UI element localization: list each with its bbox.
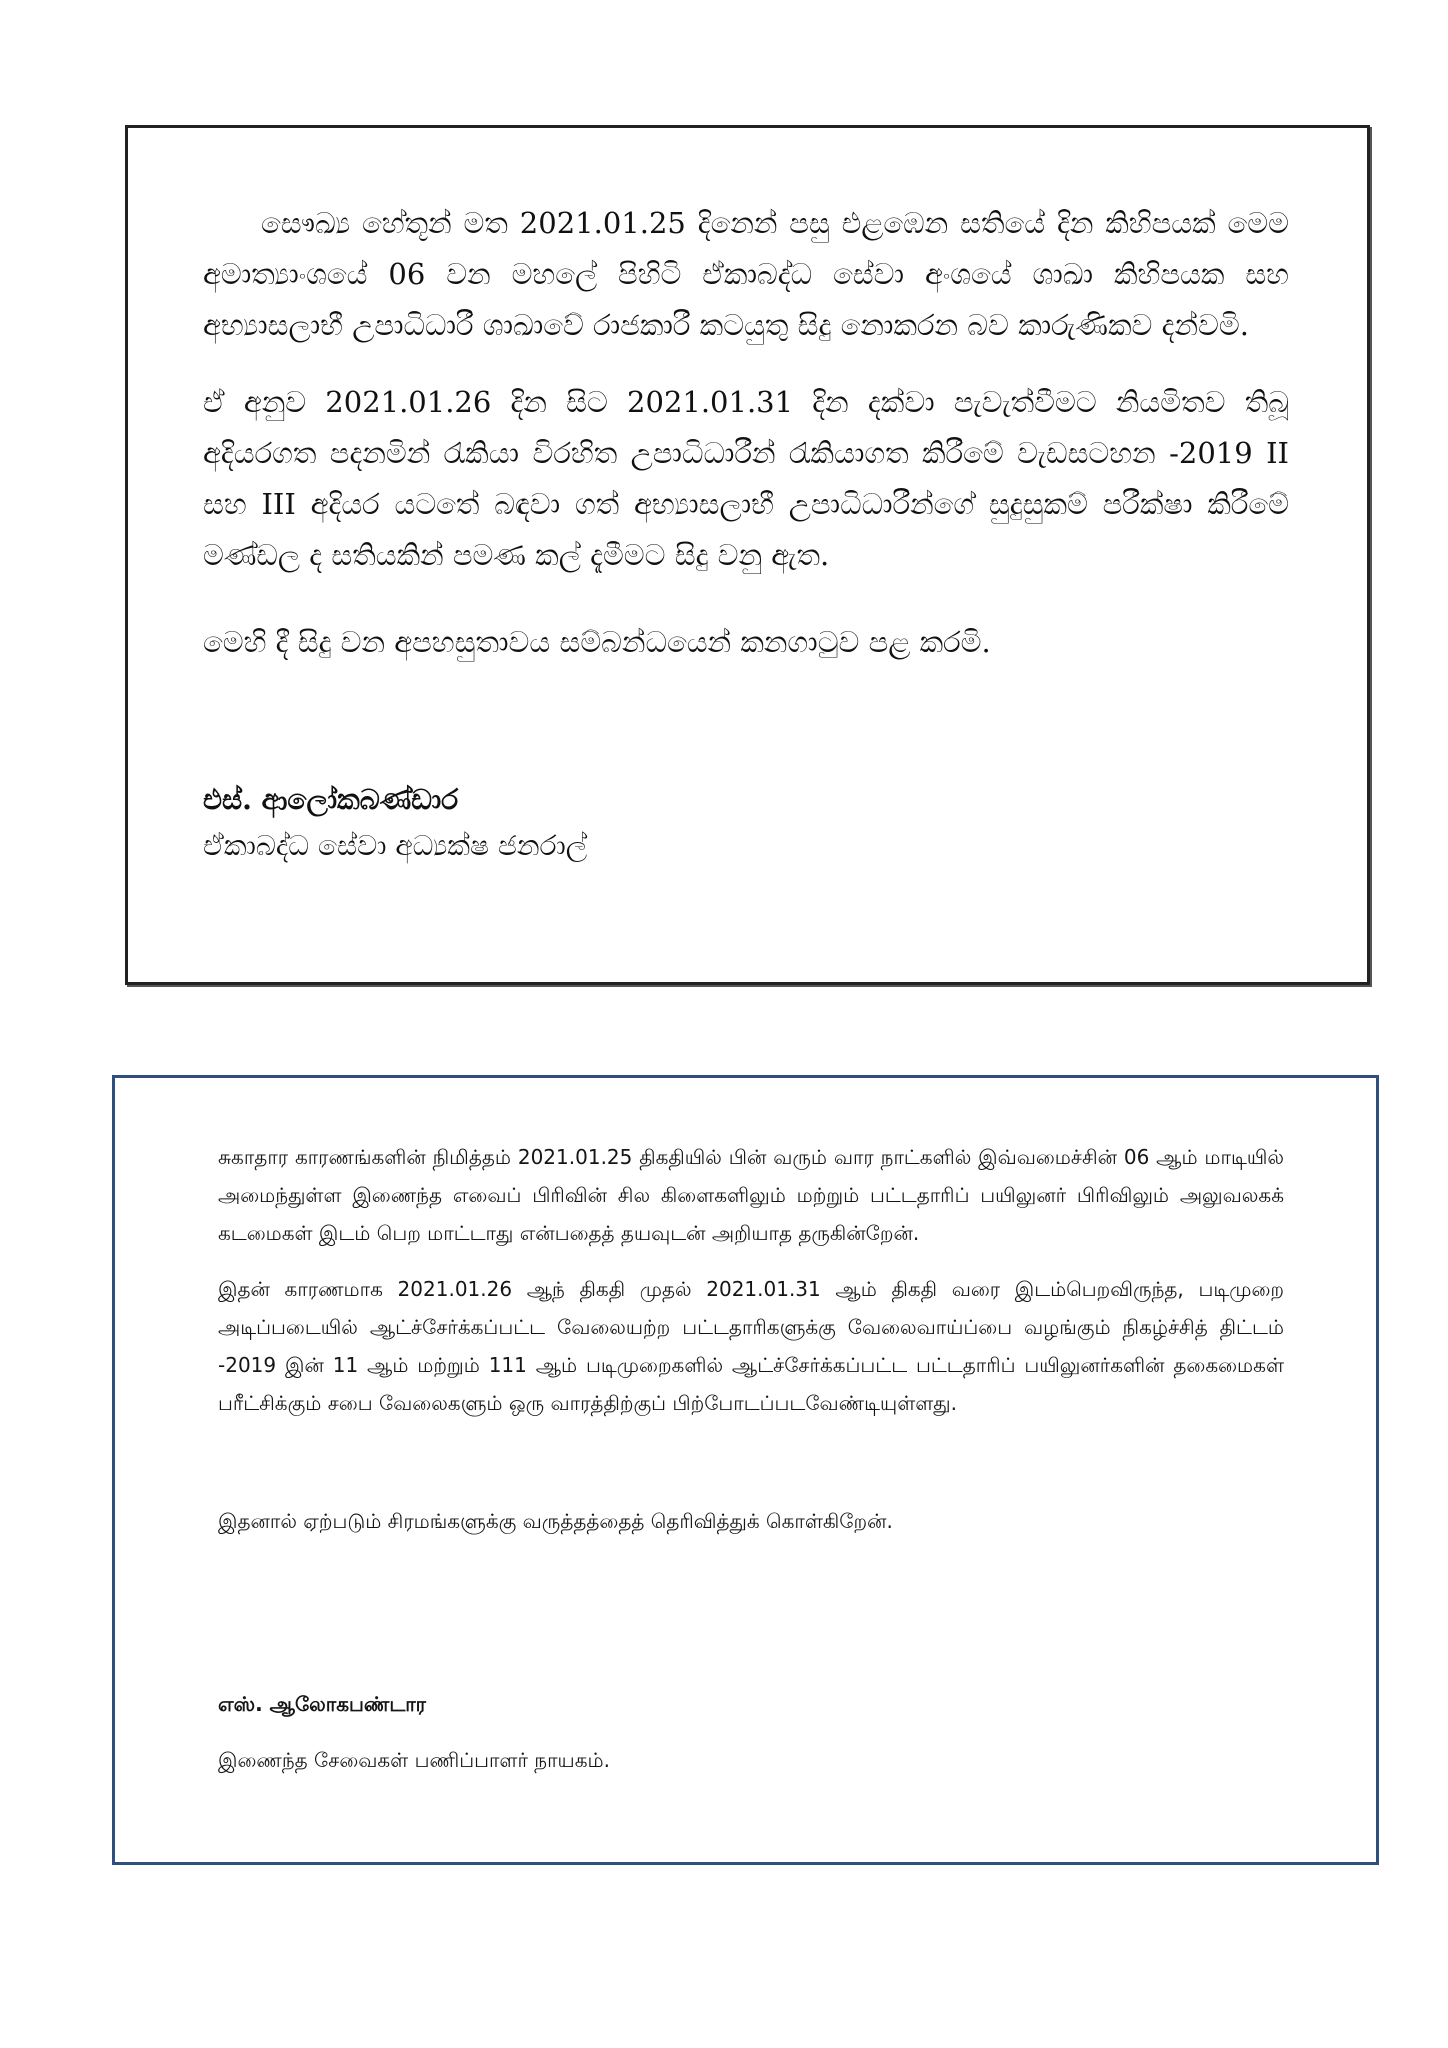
sinhala-paragraph-2: ඒ අනුව 2021.01.26 දින සිට 2021.01.31 දින දක්වා පැවැත්වීමට නියමිතව තිබූ අදියරගත පදනමින් රැකියා විරහිත උපාධිධාරීන් රැකියාගත කිරීමේ වැඩසටහන -2019 II සහ III අදියර යටතේ බඳවා ගත් අභ්‍යාසලාභී උපාධිධාරීන්ගේ සුදුසුකම් පරීක්ෂා කිරීමේ මණ්ඩල ද සතියකින් පමණ කල් දැමීමට සිදු වනු ඇත. xyxy=(203,385,1289,572)
tamil-paragraph-2: இதன் காரணமாக 2021.01.26 ஆந் திகதி முதல் 2021.01.31 ஆம் திகதி வரை இடம்பெறவிருந்த, படிமுறை அடிப்படையில் ஆட்ச்சேர்க்கப்பட்ட வேலையற்ற பட்டதாரிகளுக்கு வேலைவாய்ப்பை வழங்கும் நிகழ்ச்சித் திட்டம் -2019 இன் 11 ஆம் மற்றும் 111 ஆம் படிமுறைகளில் ஆட்ச்சேர்க்கப்பட்ட பட்டதாரிப் பயிலுனர்களின் தகைமைகள் பரீட்சிக்கும் சபை வேலைகளும் ஒரு வாரத்திற்குப் பிற்போடப்படவேண்டியுள்ளது. xyxy=(218,1277,1284,1415)
sinhala-notice-box xyxy=(125,125,1370,985)
tamil-paragraph-1: சுகாதார காரணங்களின் நிமித்தம் 2021.01.25 திகதியில் பின் வரும் வார நாட்களில் இவ்வமைச்சின் 06 ஆம் மாடியில் அமைந்துள்ள இணைந்த எவைப் பிரிவின் சில கிளைகளிலும் மற்றும் பட்டதாரிப் பயிலுனர் பிரிவிலும் அலுவலகக் கடமைகள் இடம் பெற மாட்டாது என்பதைத் தயவுடன் அறியாத தருகின்றேன். xyxy=(218,1145,1284,1245)
sinhala-paragraph-3: මෙහි දී සිදු වන අපහසුතාවය සම්බන්ධයෙන් කනගාටුව පළ කරමි. xyxy=(203,625,991,659)
sinhala-paragraph-1: සෞඛ්‍ය හේතූන් මත 2021.01.25 දිනෙන් පසු එළඹෙන සතියේ දින කිහිපයක් මෙම අමාත්‍යාංශයේ 06 වන මහලේ පිහිටි ඒකාබද්ධ සේවා අංශයේ ශාඛා කිහිපයක සහ අභ්‍යාසලාභී උපාධිධාරී ශාඛාවේ රාජකාරී කටයුතු සිදු නොකරන බව කාරුණිකව දන්වමි. xyxy=(203,206,1289,342)
sinhala-signatory-title: ඒකාබද්ධ සේවා අධ්‍යක්ෂ ජනරාල් xyxy=(203,829,588,862)
tamil-paragraph-3: இதனால் ஏற்படும் சிரமங்களுக்கு வருத்தத்தைத் தெரிவித்துக் கொள்கிறேன். xyxy=(218,1509,893,1533)
tamil-notice-box xyxy=(112,1075,1379,1865)
tamil-signatory-title: இணைந்த சேவைகள் பணிப்பாளர் நாயகம். xyxy=(218,1748,610,1772)
tamil-signatory-name: எஸ். ஆலோகபண்டார xyxy=(218,1692,427,1716)
sinhala-signatory-name: එස්. ආලෝකබණ්ඩාර xyxy=(203,783,459,816)
